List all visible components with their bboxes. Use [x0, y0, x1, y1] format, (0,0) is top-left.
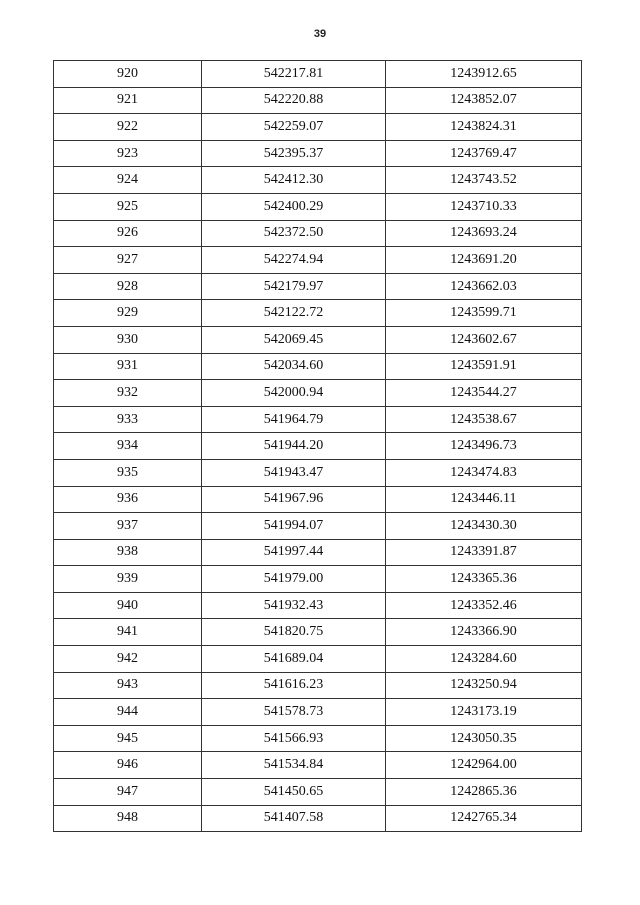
- x-coordinate-cell: 542069.45: [202, 326, 386, 353]
- table-row: [54, 380, 582, 407]
- point-number-cell: 941: [54, 619, 202, 646]
- point-number-cell: 921: [54, 87, 202, 114]
- x-coordinate-cell: 542220.88: [202, 87, 386, 114]
- point-number-cell: 925: [54, 193, 202, 220]
- y-coordinate-cell: 1243693.24: [386, 220, 582, 247]
- x-coordinate-cell: 541450.65: [202, 779, 386, 806]
- y-coordinate-cell: 1243250.94: [386, 672, 582, 699]
- x-coordinate-cell: 542400.29: [202, 193, 386, 220]
- point-number-cell: 922: [54, 114, 202, 141]
- y-coordinate-cell: 1243366.90: [386, 619, 582, 646]
- table-row: [54, 592, 582, 619]
- x-coordinate-cell: 541997.44: [202, 539, 386, 566]
- x-coordinate-cell: 542034.60: [202, 353, 386, 380]
- page-number: 39: [313, 28, 327, 40]
- y-coordinate-cell: 1243824.31: [386, 114, 582, 141]
- table-row: [54, 725, 582, 752]
- table-row: [54, 539, 582, 566]
- point-number-cell: 931: [54, 353, 202, 380]
- y-coordinate-cell: 1243710.33: [386, 193, 582, 220]
- point-number-cell: 932: [54, 380, 202, 407]
- point-number-cell: 924: [54, 167, 202, 194]
- point-number-cell: 927: [54, 247, 202, 274]
- point-number-cell: 936: [54, 486, 202, 513]
- y-coordinate-cell: 1243365.36: [386, 566, 582, 593]
- y-coordinate-cell: 1243599.71: [386, 300, 582, 327]
- x-coordinate-cell: 542259.07: [202, 114, 386, 141]
- y-coordinate-cell: 1242964.00: [386, 752, 582, 779]
- point-number-cell: 937: [54, 513, 202, 540]
- point-number-cell: 935: [54, 459, 202, 486]
- x-coordinate-cell: 541932.43: [202, 592, 386, 619]
- x-coordinate-cell: 541979.00: [202, 566, 386, 593]
- y-coordinate-cell: 1243284.60: [386, 646, 582, 673]
- point-number-cell: 945: [54, 725, 202, 752]
- x-coordinate-cell: 541944.20: [202, 433, 386, 460]
- y-coordinate-cell: 1243852.07: [386, 87, 582, 114]
- y-coordinate-cell: 1243691.20: [386, 247, 582, 274]
- x-coordinate-cell: 541616.23: [202, 672, 386, 699]
- y-coordinate-cell: 1243769.47: [386, 140, 582, 167]
- table-row: [54, 247, 582, 274]
- table-row: [54, 326, 582, 353]
- point-number-cell: 944: [54, 699, 202, 726]
- y-coordinate-cell: 1243591.91: [386, 353, 582, 380]
- point-number-cell: 934: [54, 433, 202, 460]
- table-row: [54, 114, 582, 141]
- table-row: [54, 273, 582, 300]
- y-coordinate-cell: 1243474.83: [386, 459, 582, 486]
- y-coordinate-cell: 1243544.27: [386, 380, 582, 407]
- x-coordinate-cell: 541566.93: [202, 725, 386, 752]
- x-coordinate-cell: 542179.97: [202, 273, 386, 300]
- table-row: [54, 140, 582, 167]
- point-number-cell: 946: [54, 752, 202, 779]
- table-row: [54, 752, 582, 779]
- point-number-cell: 929: [54, 300, 202, 327]
- x-coordinate-cell: 542217.81: [202, 61, 386, 88]
- table-row: [54, 87, 582, 114]
- table-row: [54, 646, 582, 673]
- x-coordinate-cell: 541967.96: [202, 486, 386, 513]
- point-number-cell: 943: [54, 672, 202, 699]
- point-number-cell: 920: [54, 61, 202, 88]
- y-coordinate-cell: 1243446.11: [386, 486, 582, 513]
- x-coordinate-cell: 541964.79: [202, 406, 386, 433]
- table-row: [54, 486, 582, 513]
- x-coordinate-cell: 542000.94: [202, 380, 386, 407]
- y-coordinate-cell: 1243662.03: [386, 273, 582, 300]
- x-coordinate-cell: 542274.94: [202, 247, 386, 274]
- y-coordinate-cell: 1243050.35: [386, 725, 582, 752]
- y-coordinate-cell: 1243430.30: [386, 513, 582, 540]
- table-row: [54, 193, 582, 220]
- y-coordinate-cell: 1243173.19: [386, 699, 582, 726]
- x-coordinate-cell: 542395.37: [202, 140, 386, 167]
- table-row: [54, 566, 582, 593]
- x-coordinate-cell: 542122.72: [202, 300, 386, 327]
- table-row: [54, 513, 582, 540]
- point-number-cell: 928: [54, 273, 202, 300]
- table-row: [54, 220, 582, 247]
- table-row: [54, 699, 582, 726]
- x-coordinate-cell: 541578.73: [202, 699, 386, 726]
- point-number-cell: 938: [54, 539, 202, 566]
- x-coordinate-cell: 541994.07: [202, 513, 386, 540]
- point-number-cell: 933: [54, 406, 202, 433]
- point-number-cell: 926: [54, 220, 202, 247]
- point-number-cell: 939: [54, 566, 202, 593]
- table-row: [54, 167, 582, 194]
- x-coordinate-cell: 541407.58: [202, 805, 386, 832]
- x-coordinate-cell: 542412.30: [202, 167, 386, 194]
- y-coordinate-cell: 1243743.52: [386, 167, 582, 194]
- x-coordinate-cell: 541943.47: [202, 459, 386, 486]
- coordinates-table: [53, 60, 582, 832]
- table-row: [54, 61, 582, 88]
- y-coordinate-cell: 1243912.65: [386, 61, 582, 88]
- y-coordinate-cell: 1243602.67: [386, 326, 582, 353]
- y-coordinate-cell: 1242765.34: [386, 805, 582, 832]
- y-coordinate-cell: 1242865.36: [386, 779, 582, 806]
- table-row: [54, 459, 582, 486]
- y-coordinate-cell: 1243496.73: [386, 433, 582, 460]
- x-coordinate-cell: 541534.84: [202, 752, 386, 779]
- table-row: [54, 353, 582, 380]
- table-row: [54, 619, 582, 646]
- point-number-cell: 940: [54, 592, 202, 619]
- table-row: [54, 805, 582, 832]
- table-row: [54, 672, 582, 699]
- table-row: [54, 779, 582, 806]
- y-coordinate-cell: 1243391.87: [386, 539, 582, 566]
- point-number-cell: 923: [54, 140, 202, 167]
- coordinates-table-body: [54, 61, 582, 832]
- point-number-cell: 947: [54, 779, 202, 806]
- x-coordinate-cell: 541689.04: [202, 646, 386, 673]
- x-coordinate-cell: 541820.75: [202, 619, 386, 646]
- y-coordinate-cell: 1243538.67: [386, 406, 582, 433]
- table-row: [54, 406, 582, 433]
- table-row: [54, 300, 582, 327]
- point-number-cell: 948: [54, 805, 202, 832]
- y-coordinate-cell: 1243352.46: [386, 592, 582, 619]
- table-row: [54, 433, 582, 460]
- point-number-cell: 930: [54, 326, 202, 353]
- x-coordinate-cell: 542372.50: [202, 220, 386, 247]
- point-number-cell: 942: [54, 646, 202, 673]
